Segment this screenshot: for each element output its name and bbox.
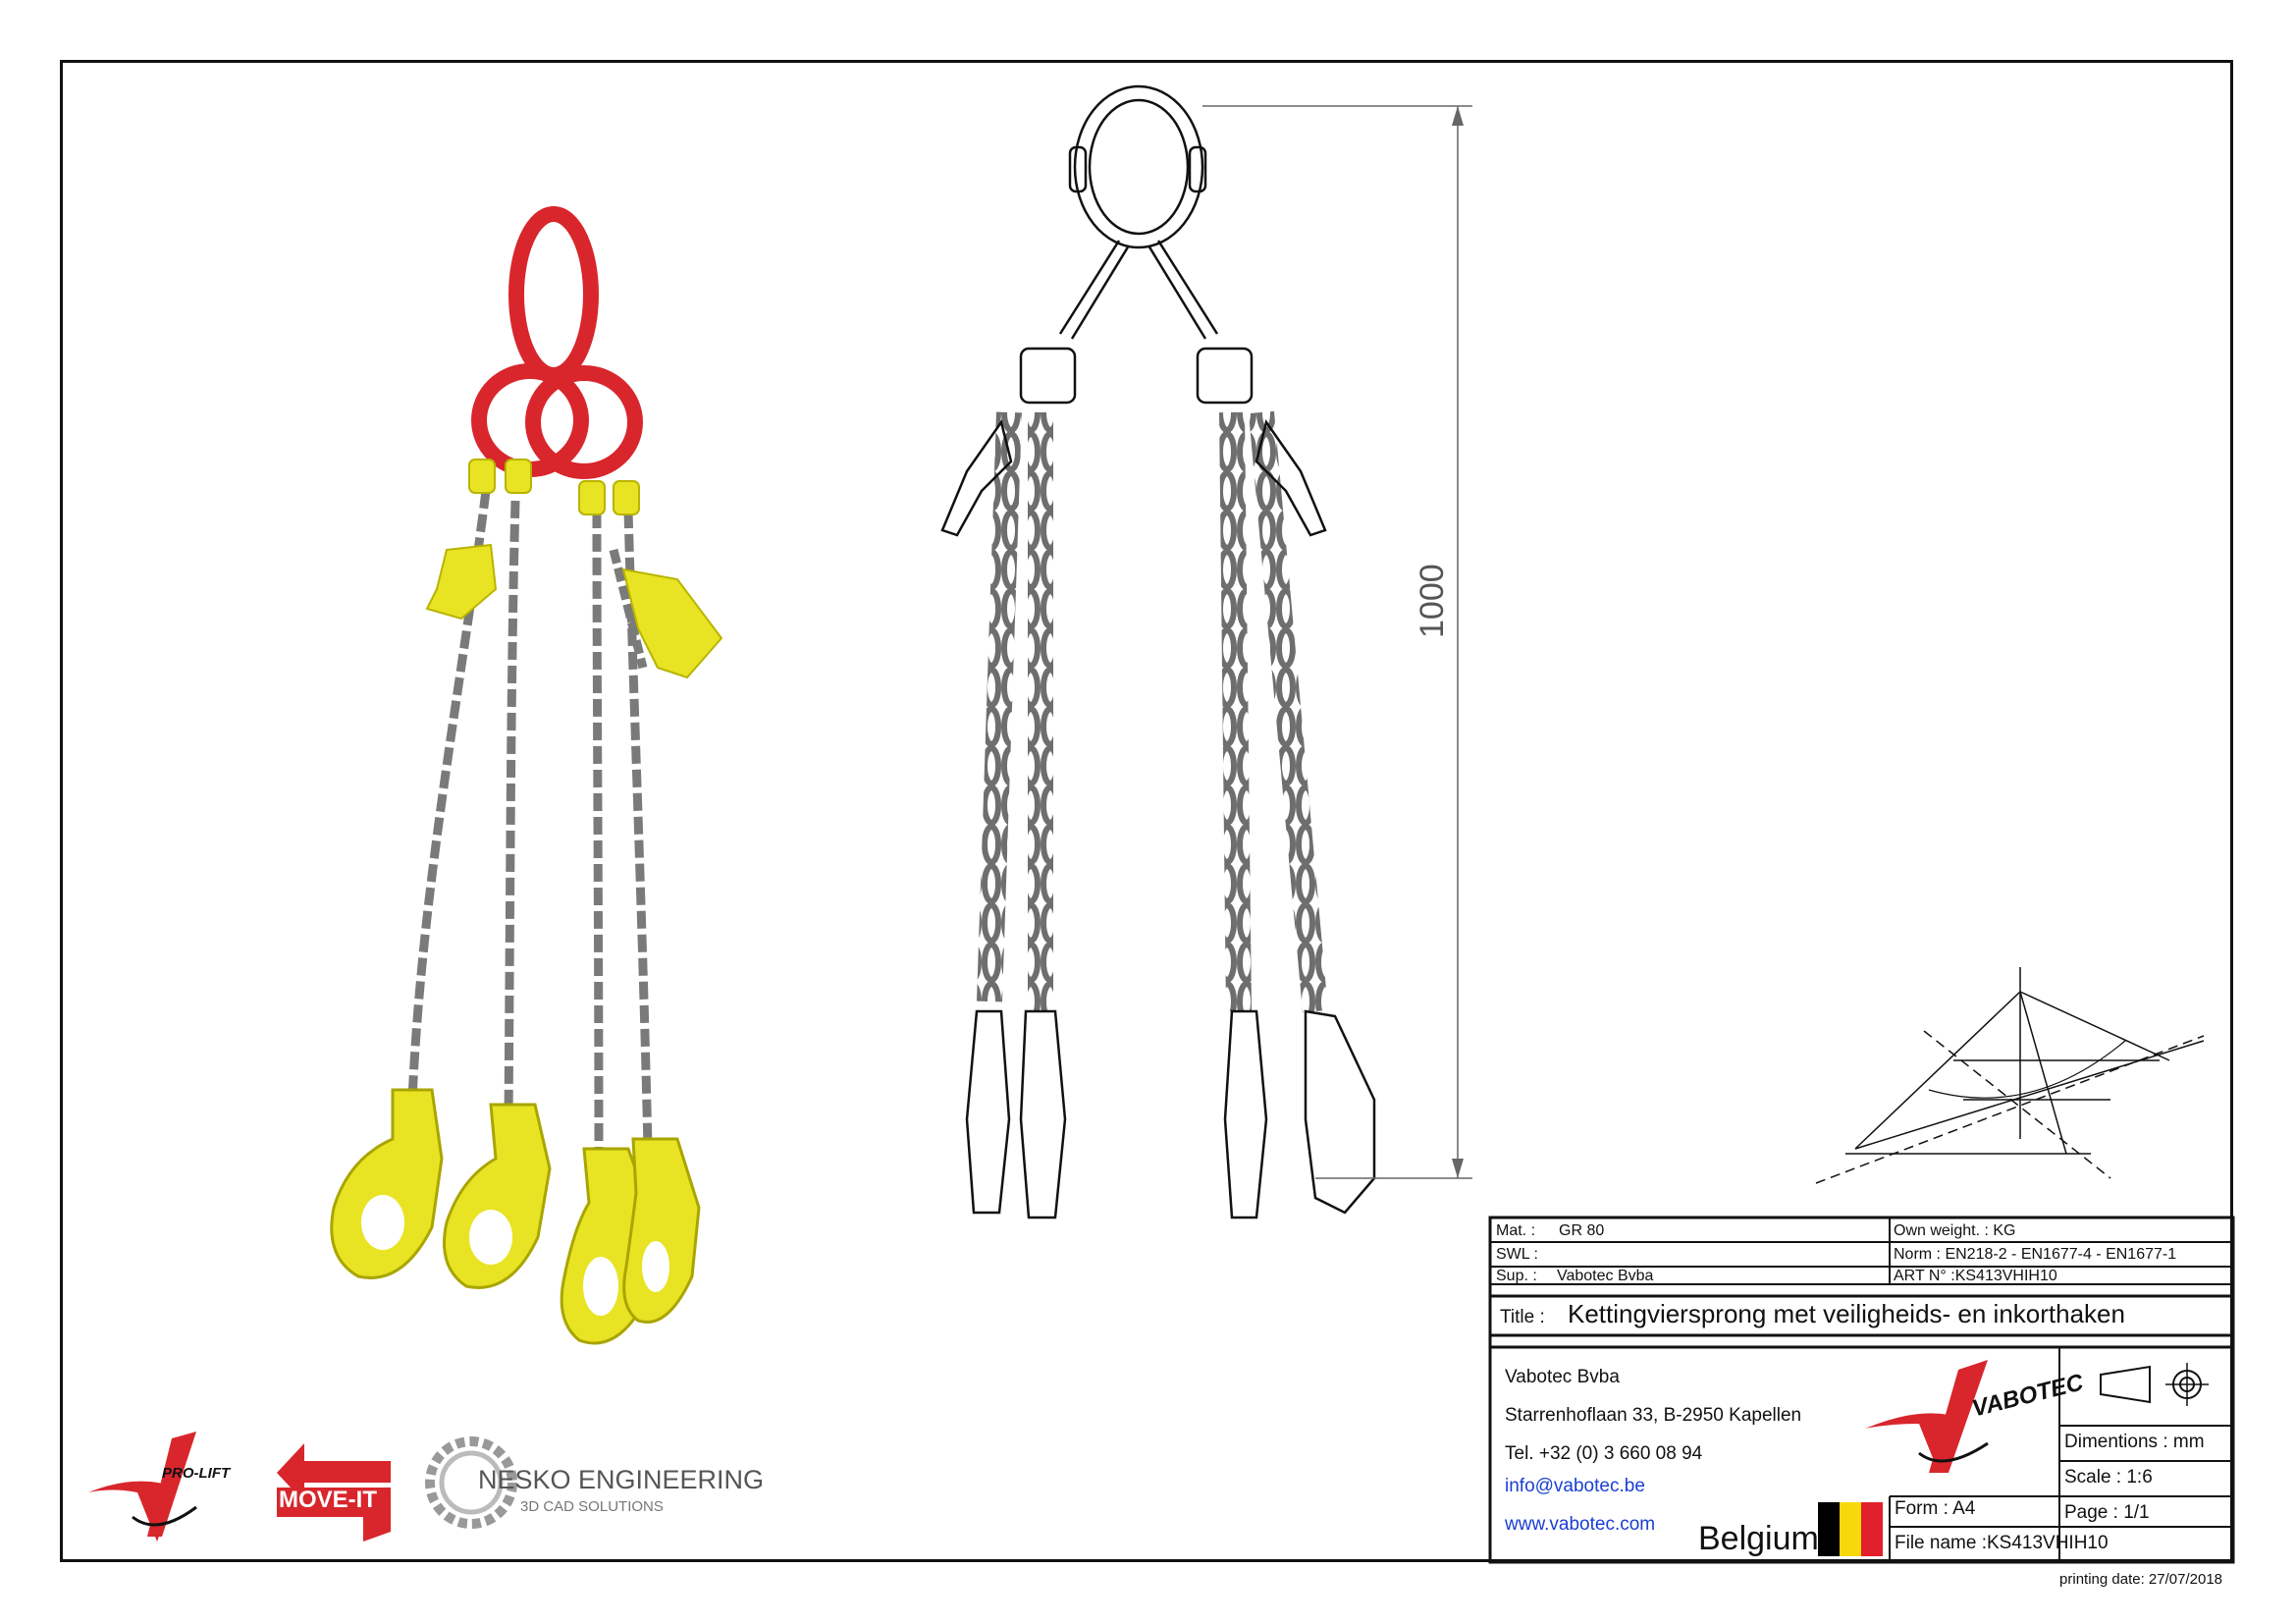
vabotec-logo: [1865, 1360, 1988, 1473]
drawing-hook-1: [967, 1011, 1009, 1213]
chain-leg-2: [508, 501, 515, 1119]
page-number: Page : 1/1: [2064, 1502, 2150, 1523]
projection-symbol-cone: [2101, 1367, 2150, 1402]
own-weight: Own weight. : KG: [1894, 1222, 2016, 1239]
technical-line-drawing: [942, 86, 1472, 1218]
moveit-logo-text: MOVE-IT: [279, 1487, 377, 1513]
drawing-chain-legs: [989, 412, 1315, 1011]
master-link: [516, 214, 591, 375]
nesko-logo-text: NESKO ENGINEERING: [478, 1465, 765, 1494]
belgium-flag: [1818, 1502, 1883, 1556]
mat-label: Mat. :: [1496, 1222, 1536, 1239]
scale: Scale : 1:6: [2064, 1467, 2153, 1488]
mat-value: GR 80: [1559, 1222, 1605, 1239]
connector-1: [469, 460, 495, 493]
connector-4: [614, 481, 639, 514]
colored-sling-render: [332, 214, 721, 1343]
swl-label: SWL :: [1496, 1246, 1538, 1263]
safety-hook-4: [624, 1139, 699, 1323]
dimensions-unit: Dimentions : mm: [2064, 1432, 2205, 1452]
file-name: File name :KS413VHIH10: [1895, 1533, 2109, 1553]
company-address: Starrenhoflaan 33, B-2950 Kapellen: [1505, 1405, 1802, 1426]
drawing-upper-leg-left: [1060, 241, 1119, 334]
angle-diagram: [1816, 967, 2204, 1183]
sup-value: Vabotec Bvba: [1557, 1268, 1654, 1284]
title-label: Title :: [1500, 1307, 1545, 1327]
shortening-hook-left: [427, 545, 496, 619]
chain-leg-3: [597, 511, 599, 1159]
nesko-logo-subtext: 3D CAD SOLUTIONS: [520, 1498, 664, 1515]
company-email-link[interactable]: info@vabotec.be: [1505, 1476, 1645, 1496]
connector-3: [579, 481, 605, 514]
company-website-link[interactable]: www.vabotec.com: [1505, 1514, 1656, 1535]
connector-2: [506, 460, 531, 493]
drawing-hook-4: [1306, 1011, 1374, 1213]
drawing-title: Kettingviersprong met veiligheids- en inkorthaken: [1568, 1299, 2125, 1328]
printing-date: printing date: 27/07/2018: [2059, 1571, 2222, 1588]
form: Form : A4: [1895, 1498, 1976, 1519]
drawing-master-link: [1075, 86, 1202, 247]
drawing-hook-3: [1225, 1011, 1266, 1218]
prolift-logo-text: PRO-LIFT: [162, 1465, 231, 1482]
sup-label: Sup. :: [1496, 1268, 1537, 1284]
shortening-hooks: [427, 460, 721, 677]
art-number: ART N° :KS413VHIH10: [1894, 1268, 2057, 1284]
vabotec-logo-text: VABOTEC: [1969, 1369, 2086, 1423]
company-phone: Tel. +32 (0) 3 660 08 94: [1505, 1443, 1703, 1464]
safety-hook-1: [332, 1090, 442, 1277]
country: Belgium: [1698, 1520, 1819, 1557]
drawing-upper-leg-right: [1158, 241, 1217, 334]
prolift-logo: [88, 1432, 196, 1542]
company-name: Vabotec Bvba: [1505, 1367, 1620, 1387]
dimension-value: 1000: [1414, 564, 1451, 638]
norm: Norm : EN218-2 - EN1677-4 - EN1677-1: [1894, 1246, 2177, 1263]
drawing-hook-2: [1021, 1011, 1065, 1218]
